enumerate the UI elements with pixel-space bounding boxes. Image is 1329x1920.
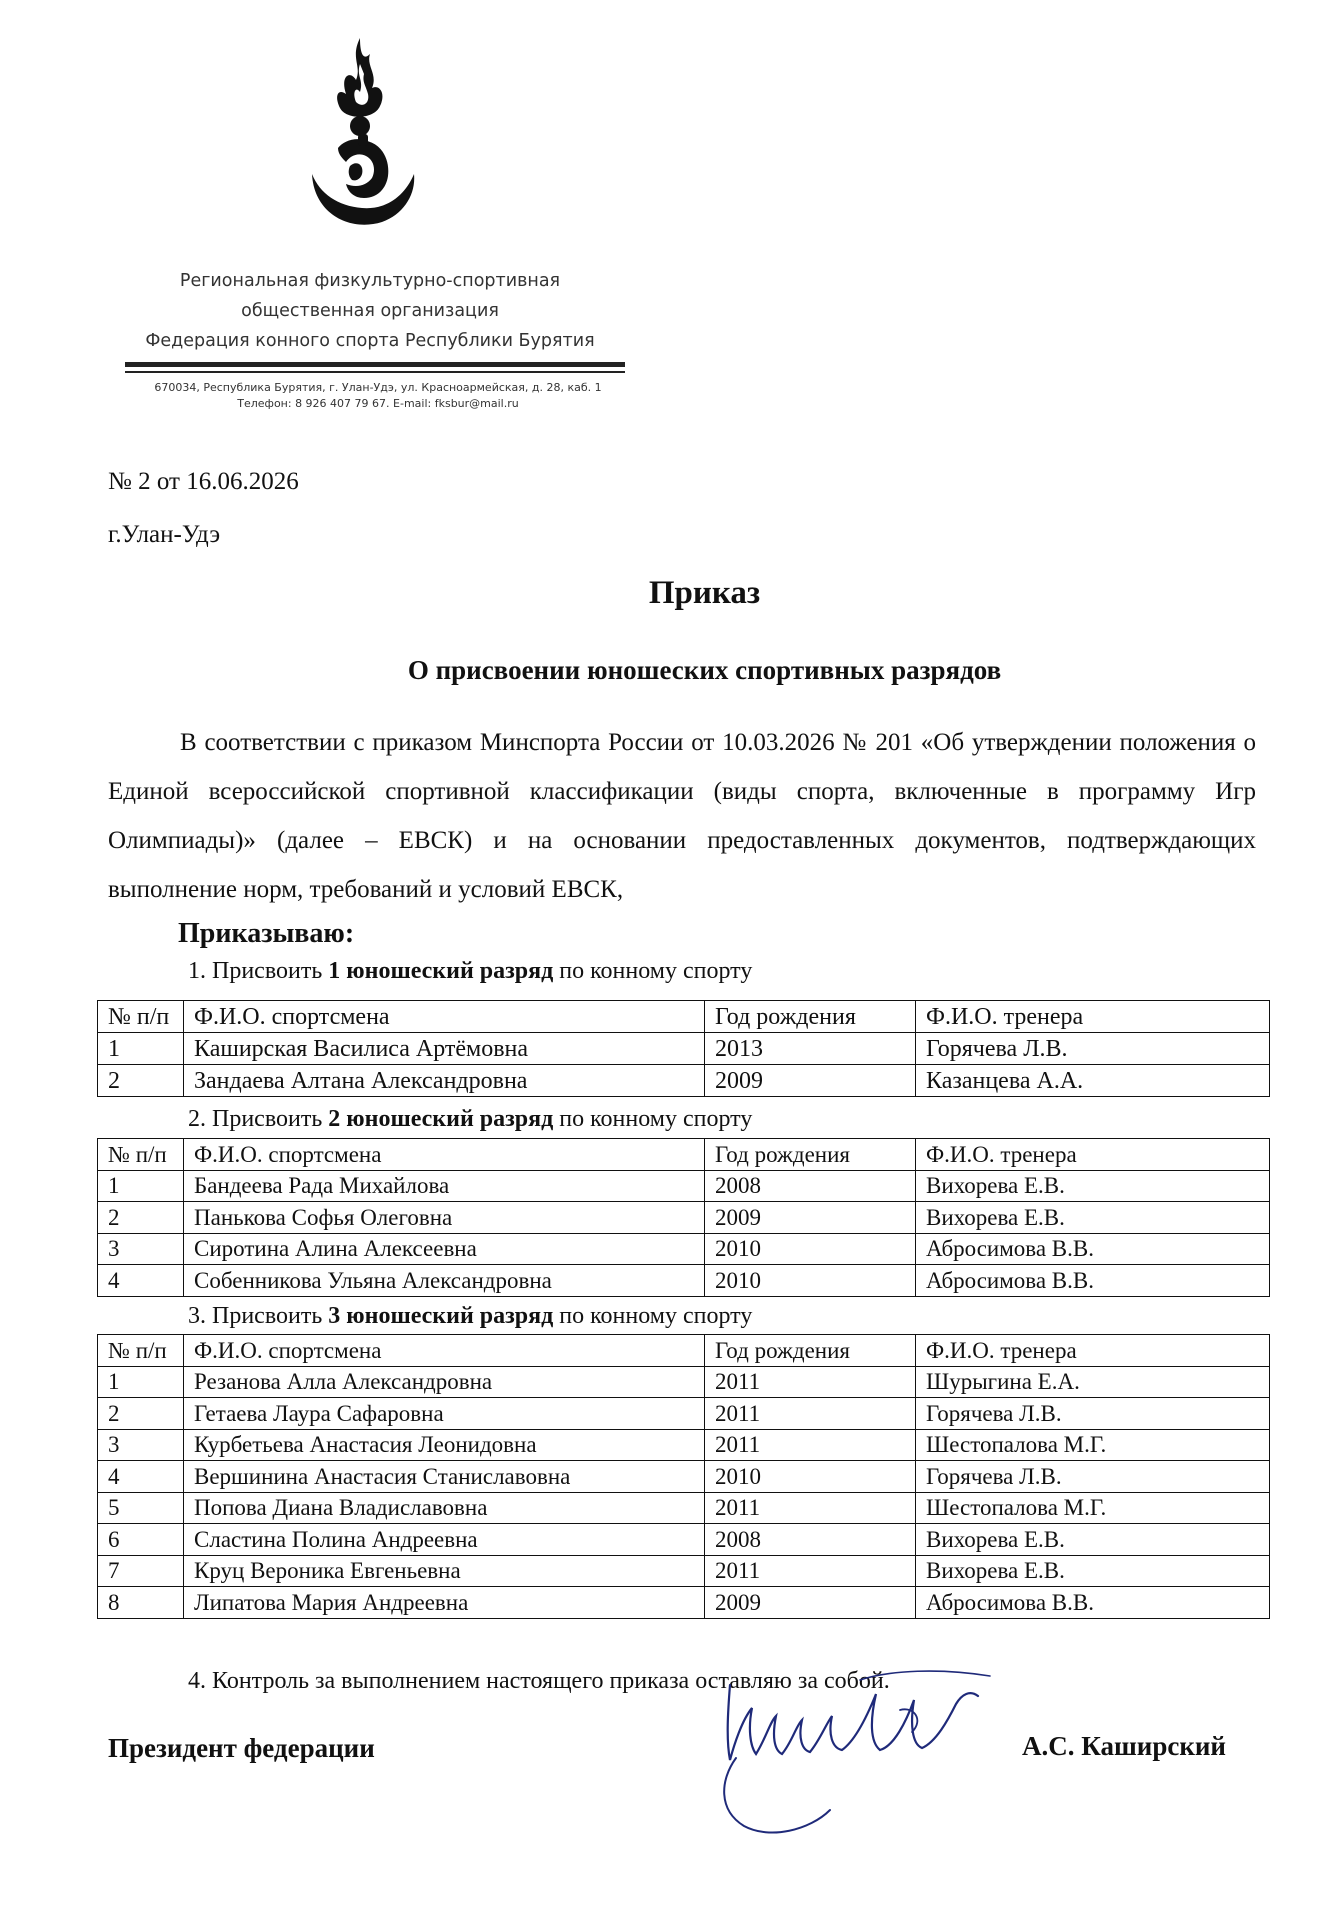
birth-year: 2011 bbox=[705, 1492, 916, 1524]
section-1-rank: 1 юношеский разряд bbox=[328, 958, 554, 984]
table-row bbox=[98, 1265, 1270, 1297]
row-number: 8 bbox=[98, 1587, 184, 1619]
table-header-row bbox=[98, 1335, 1270, 1367]
athlete-name: Курбетьева Анастасия Леонидовна bbox=[184, 1429, 705, 1461]
header-rule-thick bbox=[125, 362, 625, 367]
header-athlete: Ф.И.О. спортсмена bbox=[184, 1001, 705, 1033]
row-number: 4 bbox=[98, 1265, 184, 1297]
header-coach: Ф.И.О. тренера bbox=[916, 1139, 1270, 1171]
section-2-rank: 2 юношеский разряд bbox=[328, 1106, 554, 1132]
header-number: № п/п bbox=[98, 1139, 184, 1171]
athlete-name: Бандеева Рада Михайлова bbox=[184, 1170, 705, 1202]
birth-year: 2010 bbox=[705, 1461, 916, 1493]
document-number: № 2 от 16.06.2026 bbox=[108, 468, 299, 495]
header-coach: Ф.И.О. тренера bbox=[916, 1001, 1270, 1033]
athlete-name: Сиротина Алина Алексеевна bbox=[184, 1233, 705, 1265]
organization-name bbox=[110, 266, 630, 356]
section-2-heading bbox=[188, 1106, 752, 1133]
coach-name: Вихорева Е.В. bbox=[916, 1202, 1270, 1234]
section-2-table bbox=[97, 1138, 1270, 1297]
table-row bbox=[98, 1398, 1270, 1430]
row-number: 2 bbox=[98, 1398, 184, 1430]
row-number: 7 bbox=[98, 1555, 184, 1587]
section-1-pre: 1. Присвоить bbox=[188, 958, 329, 984]
table-row bbox=[98, 1492, 1270, 1524]
header-birth-year: Год рождения bbox=[705, 1139, 916, 1171]
birth-year: 2011 bbox=[705, 1555, 916, 1587]
coach-name: Горячева Л.В. bbox=[916, 1033, 1270, 1065]
table-header-row bbox=[98, 1001, 1270, 1033]
section-3-table bbox=[97, 1334, 1270, 1619]
header-birth-year: Год рождения bbox=[705, 1335, 916, 1367]
header-rule-thin bbox=[125, 371, 625, 373]
document-city: г.Улан-Удэ bbox=[108, 521, 221, 548]
birth-year: 2008 bbox=[705, 1170, 916, 1202]
section-3-pre: 3. Присвоить bbox=[188, 1303, 329, 1329]
preamble-paragraph: В соответствии с приказом Минспорта России от 10.03.2026 № 201 «Об утверждении положения о Единой всероссийской спортивной классификации (виды спорта, включенные в программу Игр Олимпиады)» (далее – ЕВСК) и на основании предоставленных документов, подтверждающих выполнение норм, требований и условий ЕВСК, bbox=[108, 729, 1256, 903]
contacts-line: Телефон: 8 926 407 79 67. E-mail: fksbur@mail.ru bbox=[237, 397, 519, 410]
section-3-post: по конному спорту bbox=[553, 1303, 753, 1329]
row-number: 3 bbox=[98, 1429, 184, 1461]
section-2-post: по конному спорту bbox=[553, 1106, 753, 1132]
control-clause: 4. Контроль за выполнением настоящего приказа оставляю за собой. bbox=[188, 1668, 890, 1694]
federation-logo bbox=[300, 36, 420, 241]
section-1-post: по конному спорту bbox=[553, 958, 753, 984]
header-athlete: Ф.И.О. спортсмена bbox=[184, 1335, 705, 1367]
birth-year: 2009 bbox=[705, 1065, 916, 1097]
coach-name: Вихорева Е.В. bbox=[916, 1555, 1270, 1587]
order-heading: Приказываю: bbox=[178, 918, 355, 949]
row-number: 1 bbox=[98, 1366, 184, 1398]
athlete-name: Резанова Алла Александровна bbox=[184, 1366, 705, 1398]
header-number: № п/п bbox=[98, 1001, 184, 1033]
contact-block bbox=[128, 380, 628, 412]
coach-name: Абросимова В.В. bbox=[916, 1265, 1270, 1297]
birth-year: 2010 bbox=[705, 1233, 916, 1265]
athlete-name: Сластина Полина Андреевна bbox=[184, 1524, 705, 1556]
handwritten-signature bbox=[700, 1650, 1020, 1850]
birth-year: 2011 bbox=[705, 1398, 916, 1430]
coach-name: Абросимова В.В. bbox=[916, 1587, 1270, 1619]
athlete-name: Круц Вероника Евгеньевна bbox=[184, 1555, 705, 1587]
section-1-heading bbox=[188, 958, 752, 985]
header-coach: Ф.И.О. тренера bbox=[916, 1335, 1270, 1367]
org-line-2: общественная организация bbox=[241, 301, 499, 321]
org-line-1: Региональная физкультурно-спортивная bbox=[179, 271, 561, 291]
document-subtitle: О присвоении юношеских спортивных разрядов bbox=[407, 655, 1002, 685]
table-header-row bbox=[98, 1139, 1270, 1171]
coach-name: Горячева Л.В. bbox=[916, 1398, 1270, 1430]
signatory-position: Президент федерации bbox=[108, 1733, 375, 1763]
row-number: 6 bbox=[98, 1524, 184, 1556]
athlete-name: Зандаева Алтана Александровна bbox=[184, 1065, 705, 1097]
org-line-3: Федерация конного спорта Республики Бурятия bbox=[145, 331, 595, 351]
table-row bbox=[98, 1461, 1270, 1493]
table-row bbox=[98, 1202, 1270, 1234]
athlete-name: Собенникова Ульяна Александровна bbox=[184, 1265, 705, 1297]
address-line: 670034, Республика Бурятия, г. Улан-Удэ, ул. Красноармейская, д. 28, каб. 1 bbox=[154, 381, 602, 394]
birth-year: 2011 bbox=[705, 1366, 916, 1398]
table-row bbox=[98, 1170, 1270, 1202]
header-athlete: Ф.И.О. спортсмена bbox=[184, 1139, 705, 1171]
table-row bbox=[98, 1587, 1270, 1619]
table-row bbox=[98, 1429, 1270, 1461]
coach-name: Вихорева Е.В. bbox=[916, 1524, 1270, 1556]
birth-year: 2011 bbox=[705, 1429, 916, 1461]
signatory-name: А.С. Каширский bbox=[1022, 1731, 1226, 1761]
birth-year: 2009 bbox=[705, 1202, 916, 1234]
section-3-heading bbox=[188, 1303, 752, 1330]
row-number: 5 bbox=[98, 1492, 184, 1524]
athlete-name: Попова Диана Владиславовна bbox=[184, 1492, 705, 1524]
athlete-name: Каширская Василиса Артёмовна bbox=[184, 1033, 705, 1065]
coach-name: Шестопалова М.Г. bbox=[916, 1492, 1270, 1524]
birth-year: 2013 bbox=[705, 1033, 916, 1065]
section-1-table bbox=[97, 1000, 1270, 1097]
row-number: 4 bbox=[98, 1461, 184, 1493]
coach-name: Шестопалова М.Г. bbox=[916, 1429, 1270, 1461]
athlete-name: Вершинина Анастасия Станиславовна bbox=[184, 1461, 705, 1493]
row-number: 1 bbox=[98, 1033, 184, 1065]
header-birth-year: Год рождения bbox=[705, 1001, 916, 1033]
row-number: 1 bbox=[98, 1170, 184, 1202]
section-3-rank: 3 юношеский разряд bbox=[328, 1303, 554, 1329]
table-row bbox=[98, 1555, 1270, 1587]
table-row bbox=[98, 1033, 1270, 1065]
header-number: № п/п bbox=[98, 1335, 184, 1367]
coach-name: Казанцева А.А. bbox=[916, 1065, 1270, 1097]
row-number: 2 bbox=[98, 1065, 184, 1097]
document-title: Приказ bbox=[648, 575, 761, 611]
athlete-name: Липатова Мария Андреевна bbox=[184, 1587, 705, 1619]
coach-name: Абросимова В.В. bbox=[916, 1233, 1270, 1265]
table-row bbox=[98, 1065, 1270, 1097]
row-number: 2 bbox=[98, 1202, 184, 1234]
athlete-name: Гетаева Лаура Сафаровна bbox=[184, 1398, 705, 1430]
table-row bbox=[98, 1366, 1270, 1398]
table-row bbox=[98, 1233, 1270, 1265]
row-number: 3 bbox=[98, 1233, 184, 1265]
birth-year: 2010 bbox=[705, 1265, 916, 1297]
birth-year: 2008 bbox=[705, 1524, 916, 1556]
table-row bbox=[98, 1524, 1270, 1556]
coach-name: Горячева Л.В. bbox=[916, 1461, 1270, 1493]
coach-name: Шурыгина Е.А. bbox=[916, 1366, 1270, 1398]
birth-year: 2009 bbox=[705, 1587, 916, 1619]
athlete-name: Панькова Софья Олеговна bbox=[184, 1202, 705, 1234]
coach-name: Вихорева Е.В. bbox=[916, 1170, 1270, 1202]
section-2-pre: 2. Присвоить bbox=[188, 1106, 329, 1132]
